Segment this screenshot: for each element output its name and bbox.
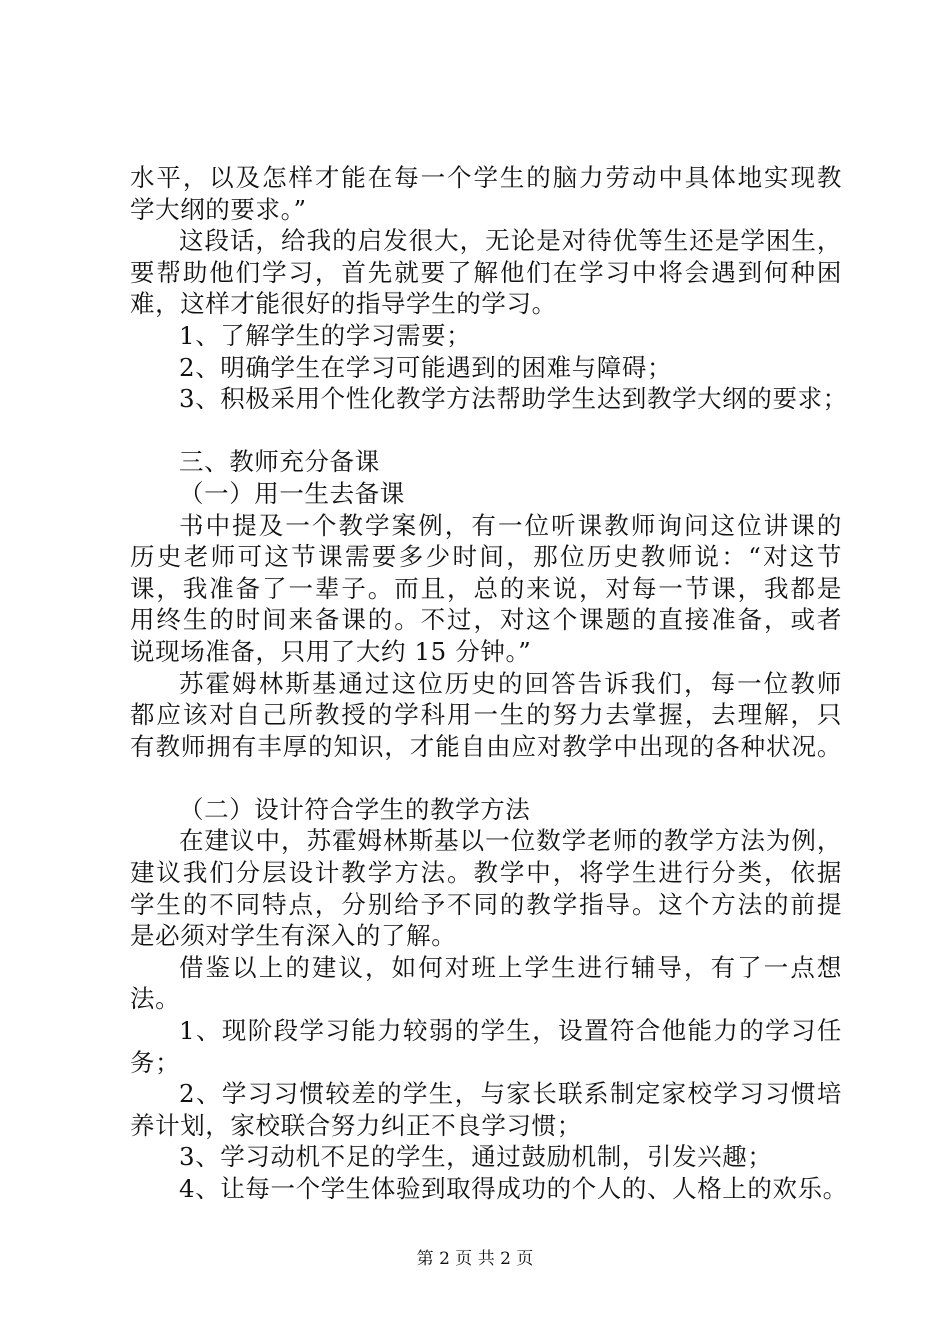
text-line: 建议我们分层设计教学方法。教学中，将学生进行分类，依据 bbox=[130, 858, 842, 888]
document-body bbox=[130, 162, 848, 1205]
text-line: 三、教师充分备课 bbox=[179, 447, 380, 477]
page-footer: 第 2 页 共 2 页 bbox=[416, 1249, 534, 1269]
text-line: 3、学习动机不足的学生，通过鼓励机制，引发兴趣； bbox=[179, 1142, 773, 1172]
text-line: 4、让每一个学生体验到取得成功的个人的、人格上的欢乐。 bbox=[179, 1174, 848, 1203]
text-line: 要帮助他们学习，首先就要了解他们在学习中将会遇到何种困 bbox=[130, 257, 842, 287]
text-line: 3、积极采用个性化教学方法帮助学生达到教学大纲的要求； bbox=[179, 384, 848, 414]
text-line: 说现场准备，只用了大约 15 分钟。” bbox=[130, 636, 532, 666]
text-line: 法。 bbox=[130, 984, 181, 1014]
text-line: （二）设计符合学生的教学方法 bbox=[179, 794, 531, 824]
text-line: 苏霍姆林斯基通过这位历史的回答告诉我们，每一位教师 bbox=[179, 668, 842, 698]
text-line: 养计划，家校联合努力纠正不良学习惯； bbox=[130, 1110, 582, 1140]
text-line: （一）用一生去备课 bbox=[179, 478, 405, 508]
text-line: 是必须对学生有深入的了解。 bbox=[130, 921, 457, 951]
text-line: 水平，以及怎样才能在每一个学生的脑力劳动中具体地实现教 bbox=[130, 163, 842, 192]
text-line: 2、学习习惯较差的学生，与家长联系制定家校学习习惯培 bbox=[179, 1079, 842, 1109]
text-line: 历史老师可这节课需要多少时间，那位历史教师说：“对这节 bbox=[130, 542, 842, 572]
text-line: 难，这样才能很好的指导学生的学习。 bbox=[130, 289, 557, 319]
text-line: 有教师拥有丰厚的知识，才能自由应对教学中出现的各种状况。 bbox=[130, 731, 842, 761]
text-line: 借鉴以上的建议，如何对班上学生进行辅导，有了一点想 bbox=[179, 952, 842, 982]
paragraph-gap bbox=[130, 415, 842, 447]
text-line: 都应该对自己所教授的学科用一生的努力去掌握，去理解，只 bbox=[130, 700, 842, 730]
text-line: 学大纲的要求。” bbox=[130, 194, 307, 224]
paragraph-gap bbox=[130, 762, 842, 794]
text-line: 2、明确学生在学习可能遇到的困难与障碍； bbox=[179, 352, 673, 382]
text-line: 1、现阶段学习能力较弱的学生，设置符合他能力的学习任 bbox=[179, 1016, 842, 1046]
text-line: 这段话，给我的启发很大，无论是对待优等生还是学困生， bbox=[179, 226, 842, 256]
text-line: 务； bbox=[130, 1047, 181, 1077]
text-line: 在建议中，苏霍姆林斯基以一位数学老师的教学方法为例， bbox=[179, 826, 842, 856]
text-line: 书中提及一个教学案例，有一位听课教师询问这位讲课的 bbox=[179, 510, 842, 540]
text-line: 课，我准备了一辈子。而且，总的来说，对每一节课，我都是 bbox=[130, 573, 842, 603]
text-line: 用终生的时间来备课的。不过，对这个课题的直接准备，或者 bbox=[130, 605, 842, 635]
text-line: 学生的不同特点，分别给予不同的教学指导。这个方法的前提 bbox=[130, 889, 842, 919]
text-line: 1、了解学生的学习需要； bbox=[179, 320, 472, 350]
